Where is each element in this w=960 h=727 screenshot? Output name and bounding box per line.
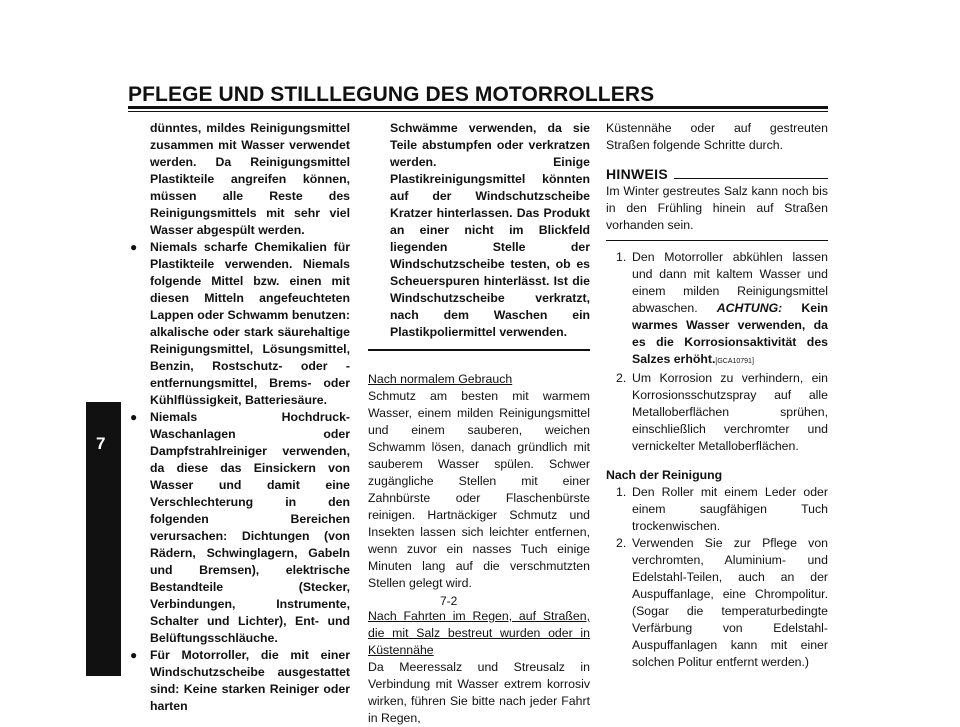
column-2 bbox=[368, 120, 590, 727]
bullet-icon: ● bbox=[130, 240, 138, 254]
bullet-text: Niemals scharfe Chemikalien für Plastikteile verwenden. Niemals folgende Mittel bzw. einen mit diesen Mitteln angefeuchteten Lappen oder Schwamm benutzen: alkalische oder stark säurehaltige Reinigungsmittel, Lösungsmittel, Benzin, Rostschutz- oder -entfernungsmittel, Brems- oder Kühlflüssigkeit, Batteriesäure. bbox=[150, 240, 350, 407]
header-rule bbox=[128, 106, 828, 109]
bullet-text: Niemals Hochdruck-Waschanlagen oder Dampfstrahlreiniger verwenden, da diese das Einsickern von Wasser und damit eine Verschlechterung in den folgenden Bereichen verursachen: Dichtungen (von Rädern, Schwinglagern, Gabeln und Bremsen), elektrische Bestandteile (Stecker, Verbindungen, Instrumente, Schalter und Lichter), Ent- und Belüftungsschläuche. bbox=[150, 410, 350, 645]
section-heading: Nach der Reinigung bbox=[606, 468, 723, 482]
step-text: Den Motorroller abkühlen lassen und dann mit kaltem Wasser und einem milden Reinigungsmittel abwaschen. bbox=[632, 250, 828, 315]
step-item bbox=[606, 370, 828, 455]
bullet-item bbox=[128, 239, 350, 409]
step-text: Um Korrosion zu verhindern, ein Korrosionsschutzspray auf alle Metalloberflächen sprühen, einschließlich verchromter und vernickelter Metalloberflächen. bbox=[632, 371, 828, 453]
note-header bbox=[606, 166, 828, 183]
chapter-number: 7 bbox=[96, 434, 106, 453]
page-title: PFLEGE UND STILLLEGUNG DES MOTORROLLERS bbox=[128, 83, 655, 106]
note-end-rule bbox=[606, 240, 828, 241]
step-number: 1. bbox=[616, 250, 627, 264]
header-rule-thin bbox=[128, 111, 828, 112]
step-item bbox=[606, 484, 828, 535]
step-number: 2. bbox=[616, 536, 627, 550]
column-3 bbox=[606, 120, 828, 671]
column-1 bbox=[128, 120, 350, 715]
paragraph: Schmutz am besten mit warmem Wasser, einem milden Reinigungsmittel und einem sauberen, weichen Schwamm lösen, danach gründlich mit sauberem Wasser spülen. Schwer zugängliche Stellen mit einer Zahnbürste oder Flaschenbürste reinigen. Hartnäckiger Schmutz und Insekten lassen sich leichter entfernen, wenn zuvor ein nasses Tuch einige Minuten lang auf die verschmutzten Stellen gelegt wird. bbox=[368, 389, 590, 590]
caution-label: ACHTUNG: bbox=[716, 301, 783, 315]
note-rule bbox=[674, 178, 828, 179]
step-item bbox=[606, 535, 828, 671]
step-number: 2. bbox=[616, 371, 627, 385]
bullet-item bbox=[128, 647, 350, 715]
col2-continuation: Schwämme verwenden, da sie Teile abstumpfen oder verkratzen werden. Einige Plastikreinigungsmittel könnten auf der Windschutzscheibe Kratzer hinterlassen. Das Produkt an einer nicht im Blickfeld liegenden Stelle der Windschutzscheibe testen, ob es Scheuerspuren hinterlässt. Ist die Windschutzscheibe verkratzt, nach dem Waschen ein Plastikpoliermittel verwenden. bbox=[390, 121, 590, 339]
bullet-icon: ● bbox=[130, 648, 138, 662]
paragraph: Da Meeressalz und Streusalz in Verbindung mit Wasser extrem korrosiv wirken, führen Sie bitte nach jeder Fahrt in Regen, bbox=[368, 660, 590, 725]
bullet-icon: ● bbox=[130, 410, 138, 424]
bullet-text: Für Motorroller, die mit einer Windschutzscheibe ausgestattet sind: Keine starken Reiniger oder harten bbox=[150, 648, 350, 713]
step-number: 1. bbox=[616, 485, 627, 499]
section-heading: Nach Fahrten im Regen, auf Straßen, die mit Salz bestreut wurden oder in Küstennähe bbox=[368, 609, 590, 657]
step-item bbox=[606, 249, 828, 370]
bullet-item bbox=[128, 409, 350, 647]
col3-continuation: Küstennähe oder auf gestreuten Straßen folgende Schritte durch. bbox=[606, 121, 828, 152]
col1-intro: dünntes, mildes Reinigungsmittel zusammen mit Wasser verwendet werden. Da Reinigungsmittel Plastikteile angreifen können, müssen alle Reste des Reinigungsmittels mit sehr viel Wasser abgespült werden. bbox=[150, 121, 350, 237]
note-text: Im Winter gestreutes Salz kann noch bis in den Frühling hinein auf Straßen vorhanden sein. bbox=[606, 184, 828, 232]
note-label: HINWEIS bbox=[606, 166, 668, 182]
caution-code: [GCA10791] bbox=[715, 358, 754, 365]
section-divider bbox=[368, 349, 590, 351]
step-text: Verwenden Sie zur Pflege von verchromten, Aluminium- und Edelstahl-Teilen, auch an der Auspuffanlage, eine Chrompolitur. (Sogar die temperaturbedingte Verfärbung von Edelstahl-Auspuffanlagen kann mit einer solchen Politur entfernt werden.) bbox=[632, 536, 828, 669]
step-text: Den Roller mit einem Leder oder einem saugfähigen Tuch trockenwischen. bbox=[632, 485, 828, 533]
caution-body: Kein warmes Wasser verwenden, da es die Korrosionsaktivität des Salzes erhöht. bbox=[632, 301, 828, 366]
section-heading: Nach normalem Gebrauch bbox=[368, 372, 513, 386]
page-number: 7-2 bbox=[440, 594, 458, 608]
